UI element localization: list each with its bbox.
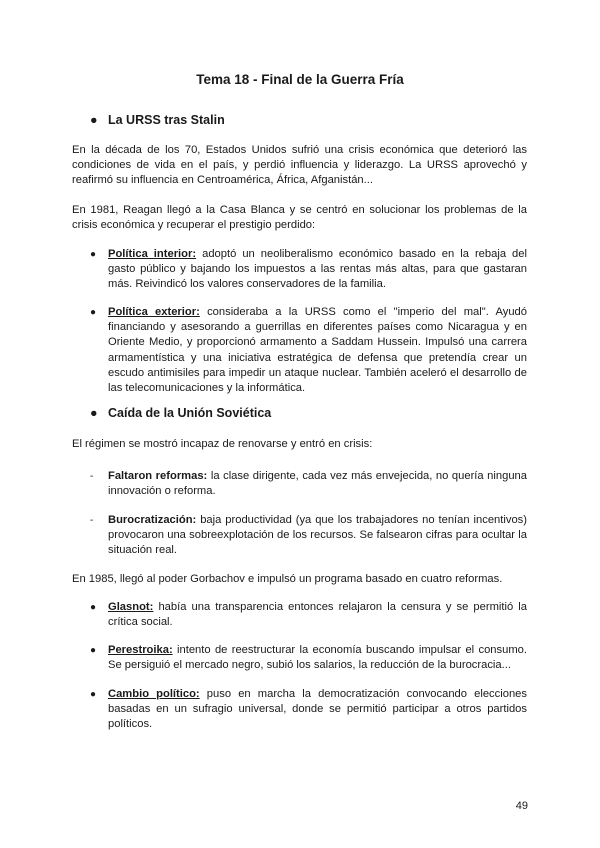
page-number: 49 xyxy=(515,800,528,812)
page-title: Tema 18 - Final de la Guerra Fría xyxy=(196,72,404,87)
list-item xyxy=(90,513,527,559)
list-item-text: consideraba a la URSS como el "imperio del mal". Ayudó financiando y asesorando a guerrillas en diferentes países como Nicaragua y en Oriente Medio, y proporcionó armamento a Saddam Hussein. Impulsó una carrera armamentística y una iniciativa estratégica de defensa que pretendía crear un escudo antimisiles para impedir un ataque nuclear. También aceleró el desarrollo de las telecomunicaciones y la informática. xyxy=(108,306,527,395)
paragraph: En la década de los 70, Estados Unidos sufrió una crisis económica que deterioró las condiciones de vida en el país, y perdió influencia y liderazgo. La URSS aprovechó y reafirmó su influencia en Centroamérica, África, Afganistán... xyxy=(72,144,527,187)
list-item-text: puso en marcha la democratización convocando elecciones basadas en un sufragio universal, donde se permitió participar a otros partidos políticos. xyxy=(108,688,527,731)
dash-marker: - xyxy=(90,471,94,482)
list-item-term: Burocratización: xyxy=(108,514,197,526)
list-item-term: Perestroika: xyxy=(108,644,173,656)
section-heading-text: Caída de la Unión Soviética xyxy=(108,406,272,420)
list-item xyxy=(90,643,527,673)
list-item-text: había una transparencia entonces relajaron la censura y se permitió la crítica social. xyxy=(108,601,527,629)
list-item-term: Cambio político: xyxy=(108,688,200,700)
paragraph: En 1985, llegó al poder Gorbachov e impulsó un programa basado en cuatro reformas. xyxy=(72,573,503,585)
bullet-icon: ● xyxy=(90,113,98,127)
bullet-icon: ● xyxy=(90,406,98,420)
bullet-icon: ● xyxy=(90,602,97,613)
dash-marker: - xyxy=(90,515,94,526)
list-item xyxy=(90,600,527,630)
paragraph: En 1981, Reagan llegó a la Casa Blanca y se centró en solucionar los problemas de la crisis económica y recuperar el prestigio perdido: xyxy=(72,204,527,232)
section-heading-urss xyxy=(90,113,225,128)
bullet-icon: ● xyxy=(90,689,97,700)
list-item xyxy=(90,247,527,293)
list-item xyxy=(90,469,527,499)
bullet-icon: ● xyxy=(90,645,97,656)
list-item xyxy=(90,687,527,733)
list-item-text: la clase dirigente, cada vez más envejecida, no quería ninguna innovación o reforma. xyxy=(108,470,527,498)
list-item-term: Política interior: xyxy=(108,248,197,260)
list-item xyxy=(90,305,527,396)
section-heading-caida xyxy=(90,406,271,421)
list-item-text: baja productividad (ya que los trabajadores no tenían incentivos) provocaron una sobreexplotación de los recursos. Se falsearon cifras para ocultar la situación real. xyxy=(108,514,527,557)
bullet-icon: ● xyxy=(90,307,97,318)
paragraph: El régimen se mostró incapaz de renovarse y entró en crisis: xyxy=(72,438,373,450)
section-heading-text: La URSS tras Stalin xyxy=(108,113,225,127)
bullet-icon: ● xyxy=(90,249,97,260)
list-item-term: Política exterior: xyxy=(108,306,200,318)
list-item-text: intento de reestructurar la economía buscando impulsar el consumo. Se persiguió el mercado negro, subió los salarios, la reducción de la burocracia... xyxy=(108,644,527,672)
list-item-text: adoptó un neoliberalismo económico basado en la rebaja del gasto público y bajando los impuestos a las rentas más altas, para que gastaran más. Reivindicó los valores conservadores de la familia. xyxy=(108,248,527,291)
list-item-term: Glasnot: xyxy=(108,601,154,613)
list-item-term: Faltaron reformas: xyxy=(108,470,208,482)
